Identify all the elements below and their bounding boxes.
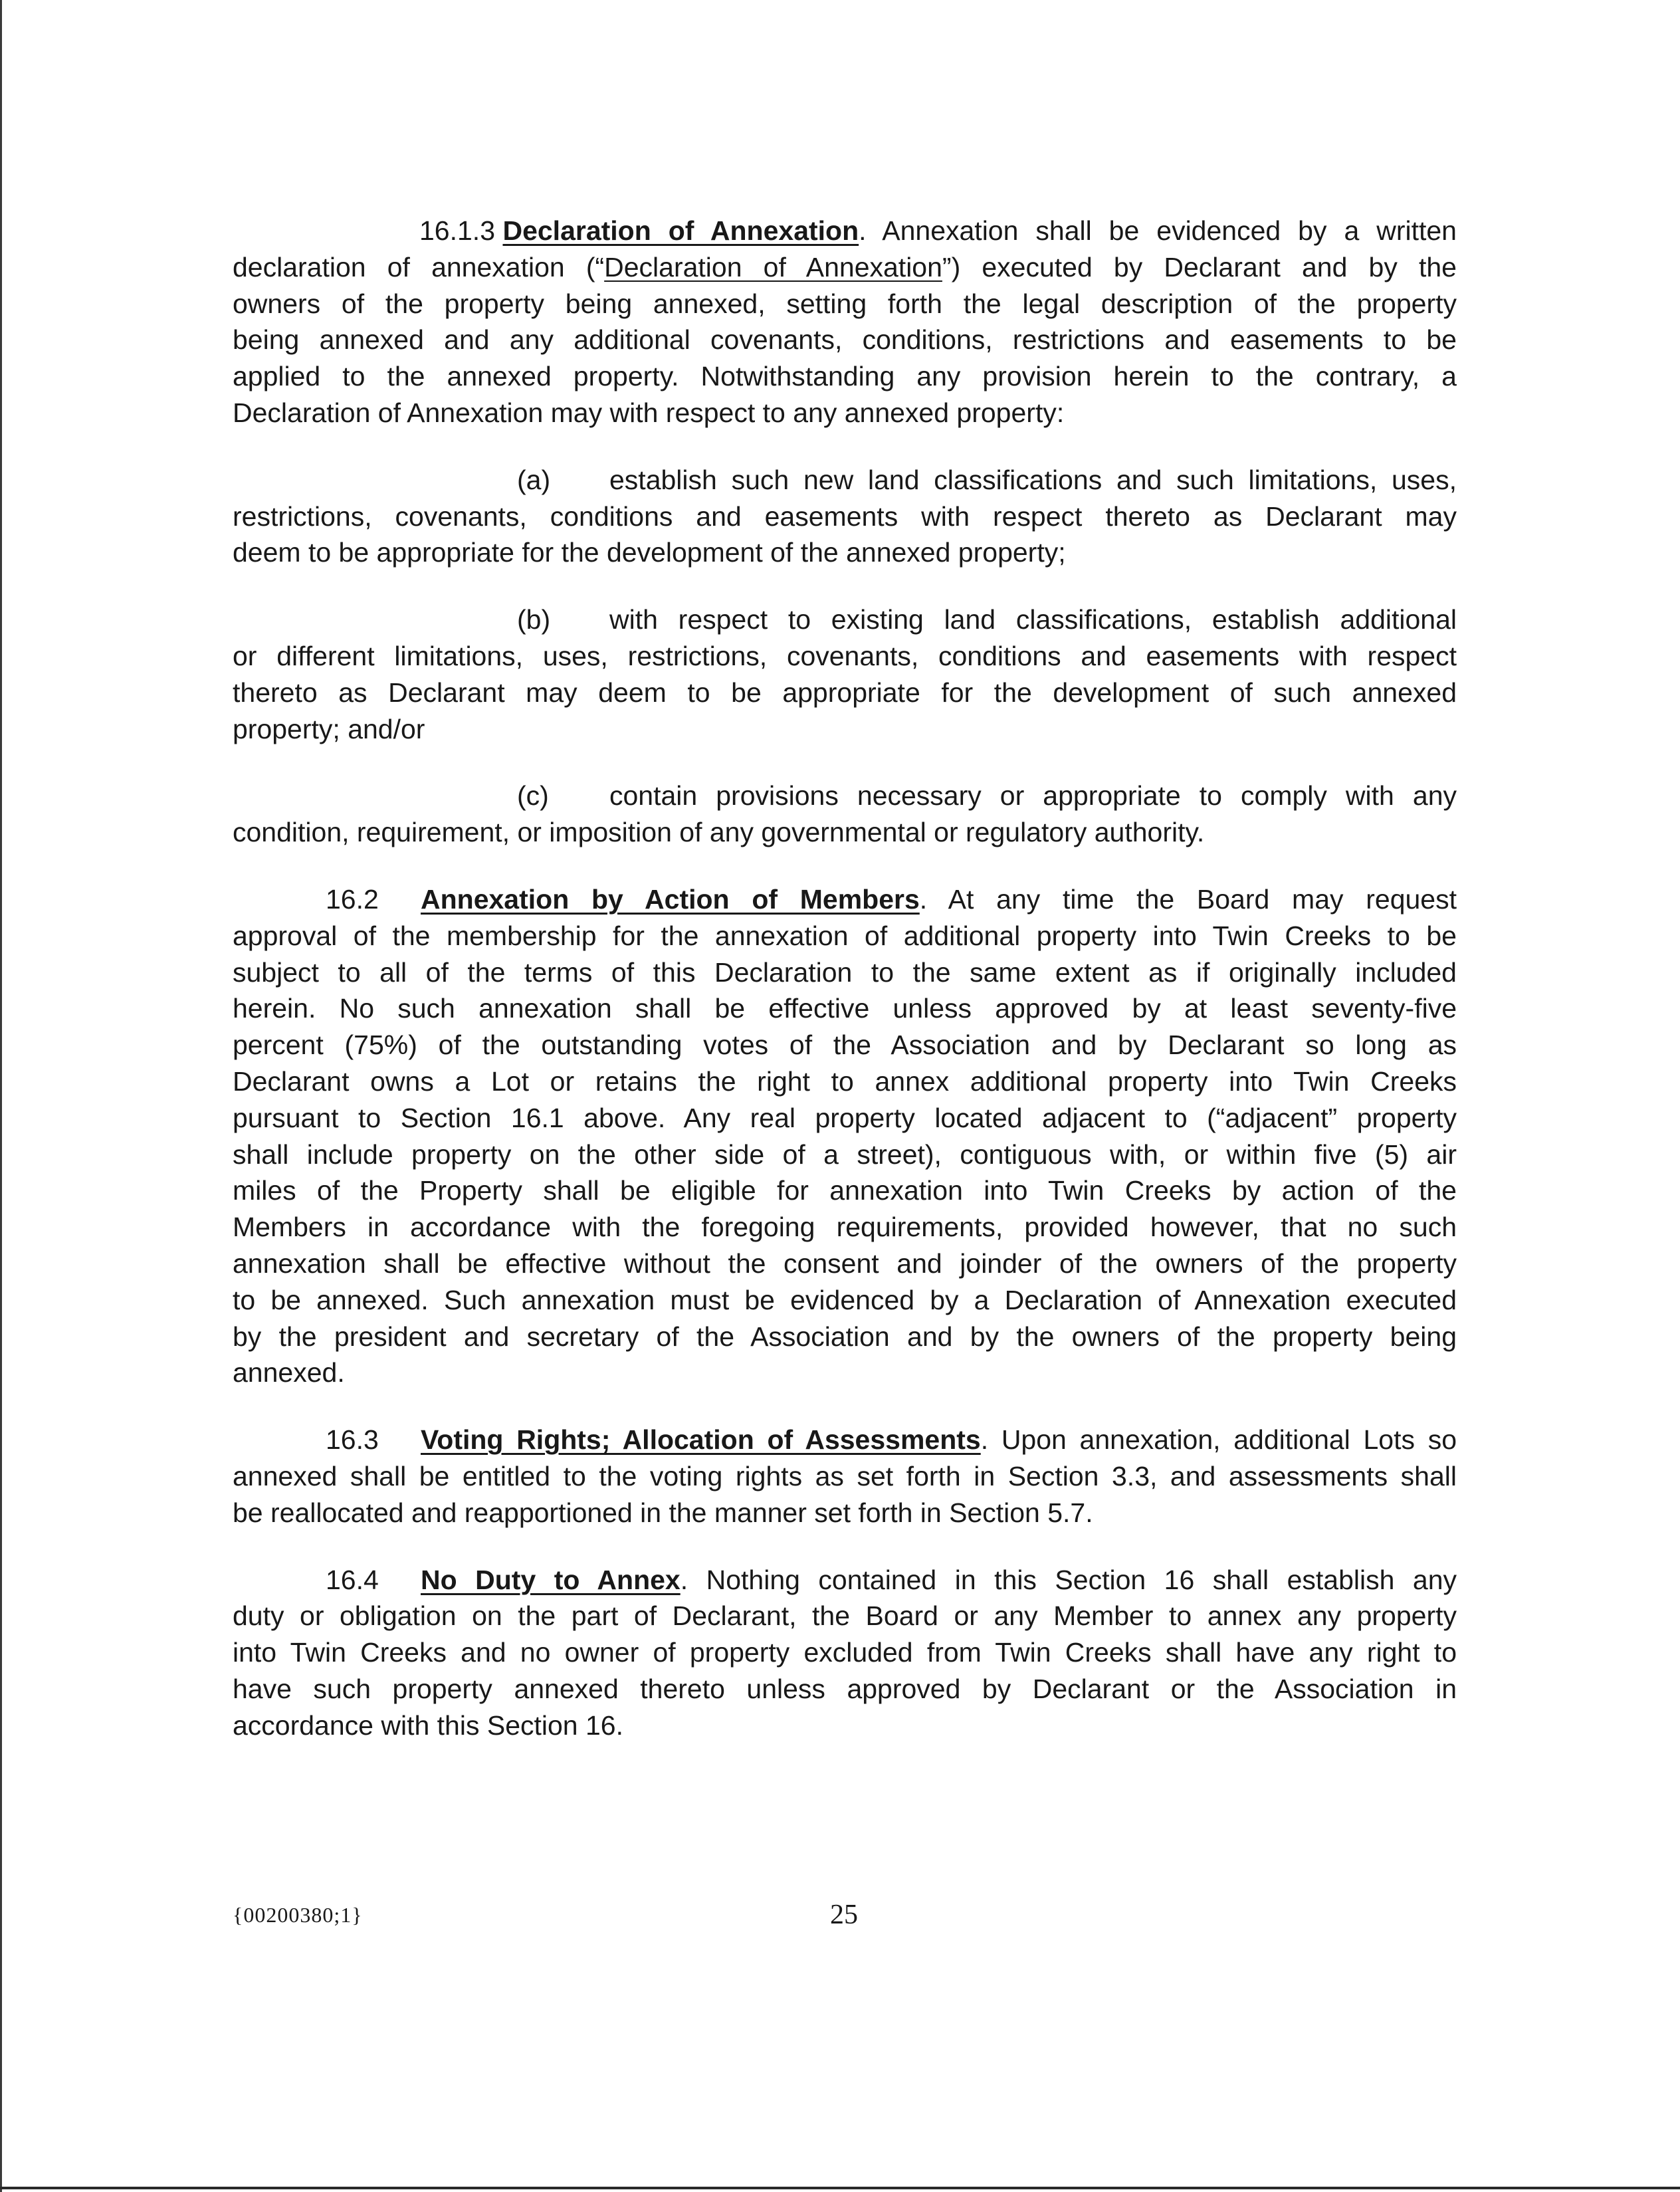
text-line (233, 814, 1457, 851)
paragraph-c (233, 778, 1457, 851)
text-segment: declaration of annexation (“ (233, 251, 605, 282)
text-segment: annexed. (233, 1357, 345, 1388)
paragraph-a (233, 462, 1457, 571)
text-line (233, 1422, 1457, 1458)
text-line (233, 1634, 1457, 1671)
scan-border-left (0, 0, 2, 2192)
text-line (233, 1671, 1457, 1707)
text-segment: establish such new land classifications and such limitations, uses, (609, 464, 1457, 495)
scan-border-bottom (0, 2187, 1680, 2189)
text-line (233, 1282, 1457, 1319)
text-line (233, 322, 1457, 358)
text-line (233, 675, 1457, 711)
text-segment: approval of the membership for the annexation of additional property into Twin Creeks to be (233, 920, 1457, 951)
text-segment: accordance with this Section 16. (233, 1709, 623, 1741)
text-line (233, 534, 1457, 571)
text-segment: Members in accordance with the foregoing requirements, provided however, that no such (233, 1212, 1457, 1243)
section-heading: Voting Rights; Allocation of Assessments (421, 1424, 981, 1456)
text-segment: annexed shall be entitled to the voting rights as set forth in Section 3.3, and assessments shall (233, 1460, 1457, 1491)
text-line (233, 1319, 1457, 1355)
text-line (233, 954, 1457, 991)
text-line (233, 1355, 1457, 1391)
paragraph-number: (c) (517, 780, 549, 812)
text-segment: . Upon annexation, additional Lots so (980, 1424, 1457, 1456)
text-segment: pursuant to Section 16.1 above. Any real property located adjacent to (“adjacent” property (233, 1102, 1457, 1133)
section-heading: Declaration of Annexation (502, 215, 859, 246)
text-line (233, 286, 1457, 322)
text-segment: contain provisions necessary or appropriate to comply with any (609, 780, 1457, 812)
text-line (233, 918, 1457, 954)
text-segment: by the president and secretary of the Association and by the owners of the property being (233, 1321, 1457, 1352)
text-line (233, 778, 1457, 814)
text-segment: restrictions, covenants, conditions and easements with respect thereto as Declarant may (233, 500, 1457, 532)
text-segment: being annexed and any additional covenants, conditions, restrictions and easements to be (233, 324, 1457, 356)
text-segment: Declarant owns a Lot or retains the right to annex additional property into Twin Creeks (233, 1065, 1457, 1097)
section-heading: Annexation by Action of Members (421, 883, 920, 915)
text-line (233, 498, 1457, 535)
paragraph-number: (a) (517, 464, 551, 495)
paragraph-number: 16.4 (326, 1564, 379, 1595)
text-line (233, 1209, 1457, 1246)
text-segment: into Twin Creeks and no owner of property excluded from Twin Creeks shall have any right to (233, 1637, 1457, 1668)
paragraph-number: 16.3 (326, 1424, 379, 1456)
text-line (233, 249, 1457, 286)
text-line (233, 1707, 1457, 1744)
text-line (233, 638, 1457, 675)
paragraph-number: 16.2 (326, 883, 379, 915)
text-line (233, 1027, 1457, 1063)
text-line (233, 462, 1457, 498)
defined-term: Declaration of Annexation (604, 251, 942, 282)
document-body (233, 213, 1457, 1743)
text-segment: to be annexed. Such annexation must be evidenced by a Declaration of Annexation executed (233, 1284, 1457, 1315)
text-line (233, 1172, 1457, 1209)
text-line (233, 1495, 1457, 1531)
text-segment: or different limitations, uses, restrictions, covenants, conditions and easements with respect (233, 640, 1457, 671)
text-segment: . Nothing contained in this Section 16 shall establish any (680, 1564, 1457, 1595)
text-line (233, 358, 1457, 395)
text-segment: . At any time the Board may request (919, 883, 1457, 915)
text-line (233, 1137, 1457, 1173)
text-segment: have such property annexed thereto unless approved by Declarant or the Association in (233, 1673, 1457, 1704)
text-line (233, 1458, 1457, 1495)
text-segment: duty or obligation on the part of Declarant, the Board or any Member to annex any property (233, 1600, 1457, 1632)
text-segment: shall include property on the other side of a street), contiguous with, or within five (5) air (233, 1139, 1457, 1170)
text-segment: with respect to existing land classifications, establish additional (609, 604, 1457, 635)
text-segment: annexation shall be effective without the consent and joinder of the owners of the property (233, 1248, 1457, 1279)
paragraph-number: 16.1.3 (419, 215, 495, 246)
paragraph-16-2 (233, 881, 1457, 1391)
paragraph-16-4 (233, 1562, 1457, 1744)
paragraph-16-3 (233, 1422, 1457, 1531)
paragraph-b (233, 602, 1457, 747)
text-segment: owners of the property being annexed, setting forth the legal description of the property (233, 288, 1457, 319)
text-segment: . Annexation shall be evidenced by a written (859, 215, 1457, 246)
page-number: 25 (830, 1900, 858, 1930)
text-segment: ”) executed by Declarant and by the (942, 251, 1457, 282)
text-line (233, 395, 1457, 431)
text-segment: subject to all of the terms of this Declaration to the same extent as if originally included (233, 956, 1457, 988)
text-segment: miles of the Property shall be eligible for annexation into Twin Creeks by action of the (233, 1175, 1457, 1206)
text-segment: be reallocated and reapportioned in the manner set forth in Section 5.7. (233, 1497, 1093, 1528)
text-segment: property; and/or (233, 713, 425, 744)
paragraph-16-1-3 (233, 213, 1457, 431)
text-line (233, 711, 1457, 748)
document-id: {00200380;1} (233, 1903, 363, 1927)
text-segment: Declaration of Annexation may with respect to any annexed property: (233, 397, 1065, 428)
paragraph-number: (b) (517, 604, 551, 635)
text-line (233, 1063, 1457, 1100)
text-line (233, 1246, 1457, 1282)
text-segment: condition, requirement, or imposition of any governmental or regulatory authority. (233, 817, 1205, 848)
text-segment: deem to be appropriate for the development of the annexed property; (233, 537, 1066, 568)
text-line (233, 213, 1457, 249)
text-line (233, 1598, 1457, 1634)
text-segment: herein. No such annexation shall be effective unless approved by at least seventy-five (233, 993, 1457, 1024)
text-segment: thereto as Declarant may deem to be appropriate for the development of such annexed (233, 677, 1457, 708)
text-segment: percent (75%) of the outstanding votes of the Association and by Declarant so long as (233, 1030, 1457, 1061)
text-segment: applied to the annexed property. Notwithstanding any provision herein to the contrary, a (233, 361, 1457, 392)
text-line (233, 990, 1457, 1027)
text-line (233, 1562, 1457, 1598)
text-line (233, 881, 1457, 918)
text-line (233, 602, 1457, 638)
section-heading: No Duty to Annex (421, 1564, 681, 1595)
text-line (233, 1100, 1457, 1137)
